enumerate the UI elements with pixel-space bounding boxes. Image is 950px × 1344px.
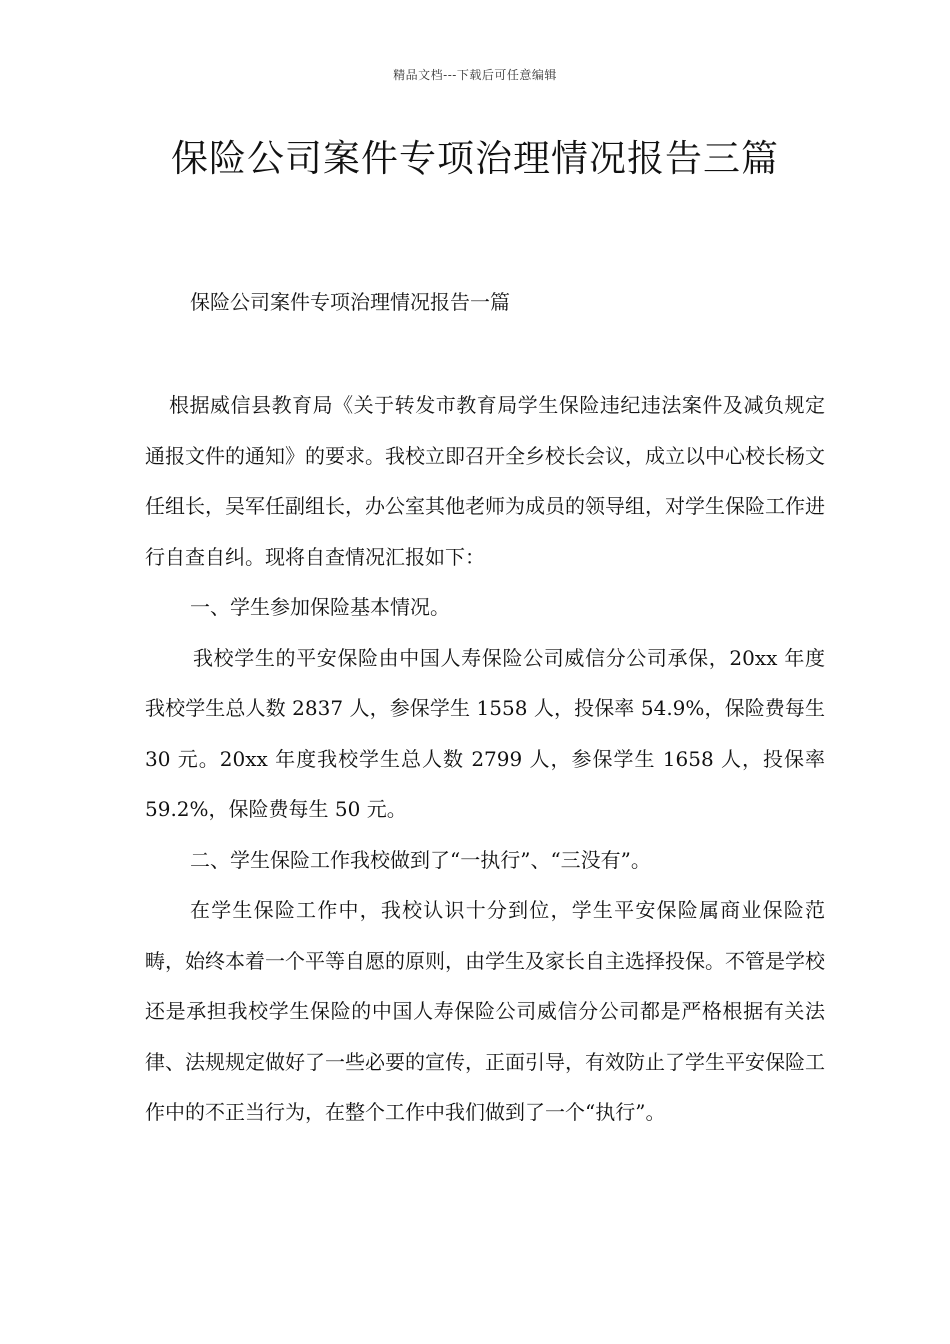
paragraph-intro: 根据威信县教育局《关于转发市教育局学生保险违纪违法案件及减负规定通报文件的通知》的要求。我校立即召开全乡校长会议，成立以中心校长杨文任组长，吴军任副组长，办公室其他老师为成员的领导组，对学生保险工作进行自查自纠。现将自查情况汇报如下： xyxy=(145,393,825,569)
document-title: 保险公司案件专项治理情况报告三篇 xyxy=(171,137,779,180)
section-heading-2: 二、学生保险工作我校做到了“一执行”、“三没有”。 xyxy=(190,847,651,872)
paragraph-execution: 在学生保险工作中，我校认识十分到位，学生平安保险属商业保险范畴，始终本着一个平等自愿的原则，由学生及家长自主选择投保。不管是学校还是承担我校学生保险的中国人寿保险公司威信分公司都是严格根据有关法律、法规规定做好了一些必要的宣传，正面引导，有效防止了学生平安保险工作中的不正当行为，在整个工作中我们做到了一个“执行”。 xyxy=(145,898,825,1124)
document-body xyxy=(145,380,825,1138)
header-note: 精品文档---下载后可任意编辑 xyxy=(393,68,557,82)
document-subtitle: 保险公司案件专项治理情况报告一篇 xyxy=(190,290,510,314)
section-heading-1: 一、学生参加保险基本情况。 xyxy=(190,595,450,619)
paragraph-enrollment: 我校学生的平安保险由中国人寿保险公司威信分公司承保，20xx 年度我校学生总人数 2837 人，参保学生 1558 人，投保率 54.9%，保险费每生 30 元。20xx 年度我校学生总人数 2799 人，参保学生 1658 人，投保率 59.2%，保险费每生 50 元。 xyxy=(145,645,825,821)
